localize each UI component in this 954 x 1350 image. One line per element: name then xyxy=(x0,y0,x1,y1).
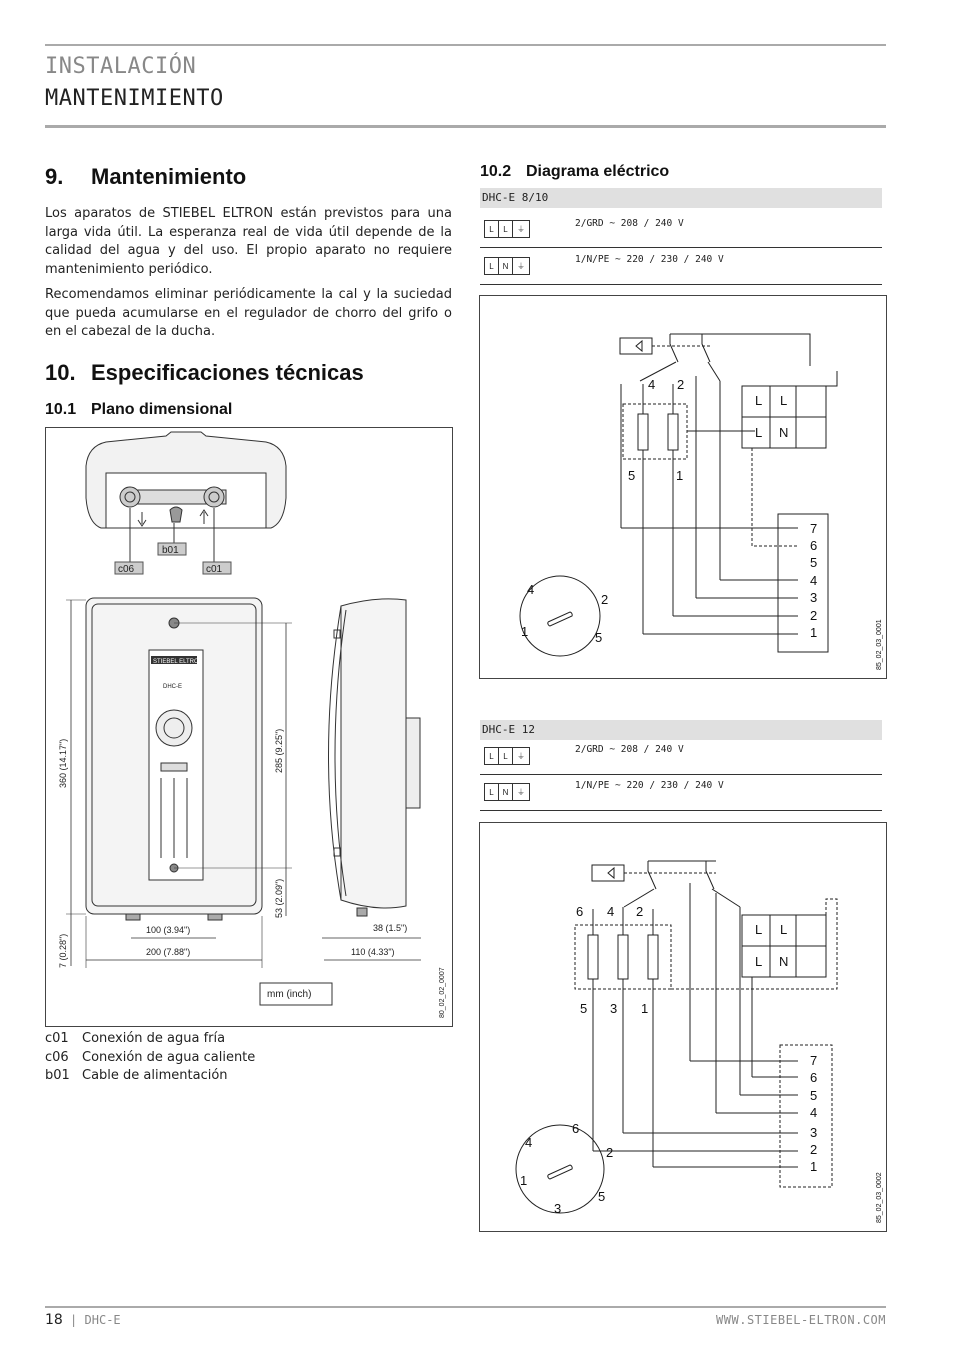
wiring-diagram-1 xyxy=(479,295,887,679)
terminal-block: L N ⏚ xyxy=(484,257,530,275)
svg-text:1: 1 xyxy=(810,1159,818,1174)
diagram2-row1-text: 2/GRD ~ 208 / 240 V xyxy=(575,744,684,755)
svg-text:3: 3 xyxy=(810,1125,818,1140)
svg-text:1: 1 xyxy=(520,1173,528,1188)
svg-text:L: L xyxy=(755,922,763,937)
label-c06: c06 xyxy=(118,564,135,575)
drawing-code: 80_02_02_0007 xyxy=(439,967,446,1018)
svg-text:6: 6 xyxy=(576,904,584,919)
diagram1-code: 85_02_03_0001 xyxy=(876,619,883,670)
svg-text:5: 5 xyxy=(810,1088,818,1103)
svg-text:L: L xyxy=(755,954,763,969)
section-title: Diagrama eléctrico xyxy=(526,163,670,180)
device-model: DHC-E xyxy=(163,684,182,690)
svg-text:2: 2 xyxy=(677,377,685,392)
dimension-drawing-svg xyxy=(46,428,452,1026)
footer-page xyxy=(45,1312,121,1328)
section-10-2-heading xyxy=(480,163,669,181)
svg-text:L: L xyxy=(780,922,788,937)
svg-text:2: 2 xyxy=(636,904,644,919)
dim-110: 110 (4.33") xyxy=(351,947,395,957)
dim-7: 7 (0.28") xyxy=(58,933,68,968)
svg-text:4: 4 xyxy=(527,582,535,597)
svg-text:7: 7 xyxy=(810,521,818,536)
svg-text:4: 4 xyxy=(525,1135,533,1150)
dim-200: 200 (7.88") xyxy=(146,947,191,957)
svg-text:1: 1 xyxy=(521,624,529,639)
terminal-block: L N ⏚ xyxy=(484,783,530,801)
footer-separator: | xyxy=(62,1313,85,1327)
ground-icon: ⏚ xyxy=(517,261,525,271)
svg-text:3: 3 xyxy=(610,1001,618,1016)
section-title: Mantenimiento xyxy=(91,164,247,189)
header-bottom-rule xyxy=(45,125,886,128)
section-number: 10.1 xyxy=(45,401,77,418)
paragraph-1: Los aparatos de STIEBEL ELTRON están previstos para una larga vida útil. La esperanza real de vida útil depende de la calidad del agua y del uso. El propio aparato no requiere mantenimiento periódico. xyxy=(45,206,452,277)
svg-text:L: L xyxy=(780,393,788,408)
svg-text:4: 4 xyxy=(810,573,818,588)
svg-text:4: 4 xyxy=(607,904,615,919)
legend-text: Conexión de agua caliente xyxy=(82,1049,256,1065)
svg-text:3: 3 xyxy=(810,590,818,605)
legend-text: Cable de alimentación xyxy=(82,1068,228,1083)
legend-text: Conexión de agua fría xyxy=(82,1031,226,1046)
header-section: INSTALACIÓN xyxy=(45,54,197,79)
svg-text:1: 1 xyxy=(676,468,684,483)
dim-53: 53 (2.09") xyxy=(274,878,284,918)
svg-text:7: 7 xyxy=(810,1053,818,1068)
svg-text:4: 4 xyxy=(810,1105,818,1120)
wiring-diagram-2-svg xyxy=(480,823,886,1231)
svg-text:L: L xyxy=(755,425,763,440)
svg-text:2: 2 xyxy=(606,1145,614,1160)
svg-text:6: 6 xyxy=(572,1121,580,1136)
legend xyxy=(45,1030,255,1086)
legend-code: c01 xyxy=(45,1031,69,1046)
diagram2-code: 85_02_03_0002 xyxy=(876,1172,883,1223)
svg-text:4: 4 xyxy=(648,377,656,392)
diagram1-model: DHC-E 8/10 xyxy=(480,188,882,208)
svg-text:6: 6 xyxy=(810,1070,818,1085)
footer-product: DHC-E xyxy=(84,1313,121,1327)
section-9-heading xyxy=(45,164,246,190)
svg-text:1: 1 xyxy=(641,1001,649,1016)
table-line xyxy=(480,774,882,775)
terminal-block: L L ⏚ xyxy=(484,747,530,765)
dimension-drawing xyxy=(45,427,453,1027)
label-b01: b01 xyxy=(162,545,179,556)
svg-text:5: 5 xyxy=(598,1189,606,1204)
wiring-diagram-2 xyxy=(479,822,887,1232)
unit-label: mm (inch) xyxy=(267,989,312,1000)
footer-rule xyxy=(45,1306,886,1308)
footer-url: WWW.STIEBEL-ELTRON.COM xyxy=(716,1313,886,1327)
diagram1-row1-text: 2/GRD ~ 208 / 240 V xyxy=(575,218,684,229)
diagram2-model: DHC-E 12 xyxy=(480,720,882,740)
device-brand: STIEBEL ELTRON xyxy=(153,659,204,665)
section-title: Especificaciones técnicas xyxy=(91,360,364,385)
svg-text:5: 5 xyxy=(628,468,636,483)
paragraph-2: Recomendamos eliminar periódicamente la cal y la suciedad que pueda acumularse en el regulador de chorro del grifo o en el cabezal de la ducha. xyxy=(45,287,452,339)
svg-text:6: 6 xyxy=(810,538,818,553)
section-title: Plano dimensional xyxy=(91,401,233,418)
ground-icon: ⏚ xyxy=(517,751,525,761)
section-10-1-heading xyxy=(45,401,232,419)
table-line xyxy=(480,810,882,811)
table-line xyxy=(480,247,882,248)
section-number: 9. xyxy=(45,164,64,189)
svg-text:2: 2 xyxy=(810,1142,818,1157)
svg-text:1: 1 xyxy=(810,625,818,640)
section-number: 10. xyxy=(45,360,76,385)
legend-code: c06 xyxy=(45,1049,69,1065)
page-number: 18 xyxy=(45,1312,63,1328)
svg-text:5: 5 xyxy=(810,555,818,570)
section-number: 10.2 xyxy=(480,163,512,180)
svg-text:N: N xyxy=(779,954,789,969)
dim-100: 100 (3.94") xyxy=(146,925,191,935)
diagram2-row2-text: 1/N/PE ~ 220 / 230 / 240 V xyxy=(575,780,724,791)
svg-text:2: 2 xyxy=(810,608,818,623)
dim-360: 360 (14.17") xyxy=(58,738,68,788)
svg-text:2: 2 xyxy=(601,592,609,607)
header-subsection: MANTENIMIENTO xyxy=(45,86,224,111)
legend-item xyxy=(45,1030,255,1049)
legend-item xyxy=(45,1067,255,1086)
dim-38: 38 (1.5") xyxy=(373,923,408,933)
table-line xyxy=(480,284,882,285)
dim-285: 285 (9.25") xyxy=(274,728,284,773)
section-10-heading xyxy=(45,360,364,386)
header-top-rule xyxy=(45,44,886,46)
wiring-diagram-1-svg xyxy=(480,296,886,678)
terminal-block: L L ⏚ xyxy=(484,220,530,238)
diagram1-row2-text: 1/N/PE ~ 220 / 230 / 240 V xyxy=(575,254,724,265)
label-c01: c01 xyxy=(206,564,223,575)
ground-icon: ⏚ xyxy=(517,224,525,234)
svg-text:3: 3 xyxy=(554,1201,562,1216)
svg-text:N: N xyxy=(779,425,789,440)
svg-text:5: 5 xyxy=(580,1001,588,1016)
legend-code: b01 xyxy=(45,1068,70,1083)
ground-icon: ⏚ xyxy=(517,787,525,797)
legend-item xyxy=(45,1049,255,1068)
svg-text:L: L xyxy=(755,393,763,408)
svg-text:5: 5 xyxy=(595,630,603,645)
